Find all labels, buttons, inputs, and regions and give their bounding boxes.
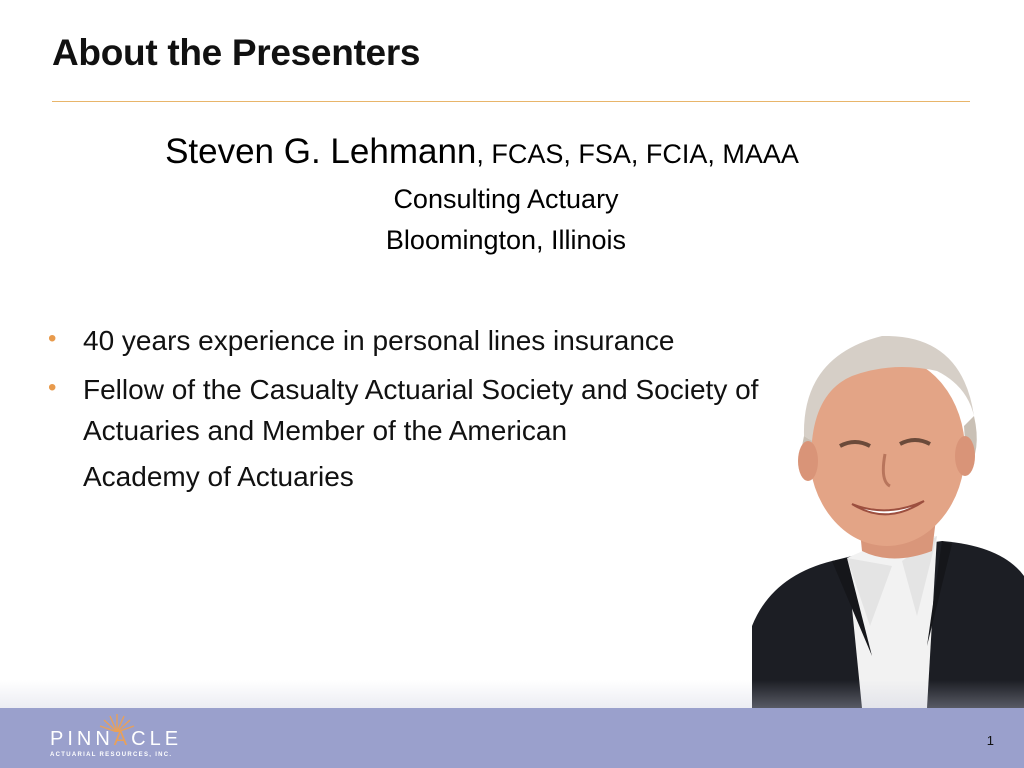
presenter-role: Consulting Actuary	[393, 184, 619, 214]
bullet-dot-icon: •	[48, 325, 57, 352]
slide-title: About the Presenters	[52, 32, 421, 73]
bullet-dot-icon: •	[48, 374, 57, 401]
presenter-name: Steven G. Lehmann	[165, 132, 477, 171]
pinnacle-logo	[50, 712, 183, 762]
title-divider	[52, 101, 970, 102]
footer-gradient	[0, 680, 1024, 708]
bullet-text: 40 years experience in personal lines insurance	[83, 325, 675, 356]
presenter-credentials: , FCAS, FSA, FCIA, MAAA	[476, 139, 799, 169]
presenter-name-line	[0, 132, 994, 172]
bullet-item	[48, 369, 808, 451]
logo-subtitle: ACTUARIAL RESOURCES, INC.	[50, 752, 173, 758]
presenter-location: Bloomington, Illinois	[385, 225, 627, 255]
bullet-list	[48, 320, 808, 459]
presenter-photo	[752, 326, 1024, 708]
page-number: 1	[986, 733, 994, 748]
bullet-continuation: Academy of Actuaries	[83, 461, 354, 492]
bullet-text: Fellow of the Casualty Actuarial Society and Society of Actuaries and Member of the American	[83, 374, 759, 446]
bullet-item	[48, 320, 808, 361]
logo-wordmark: PINNACLE	[50, 728, 183, 750]
